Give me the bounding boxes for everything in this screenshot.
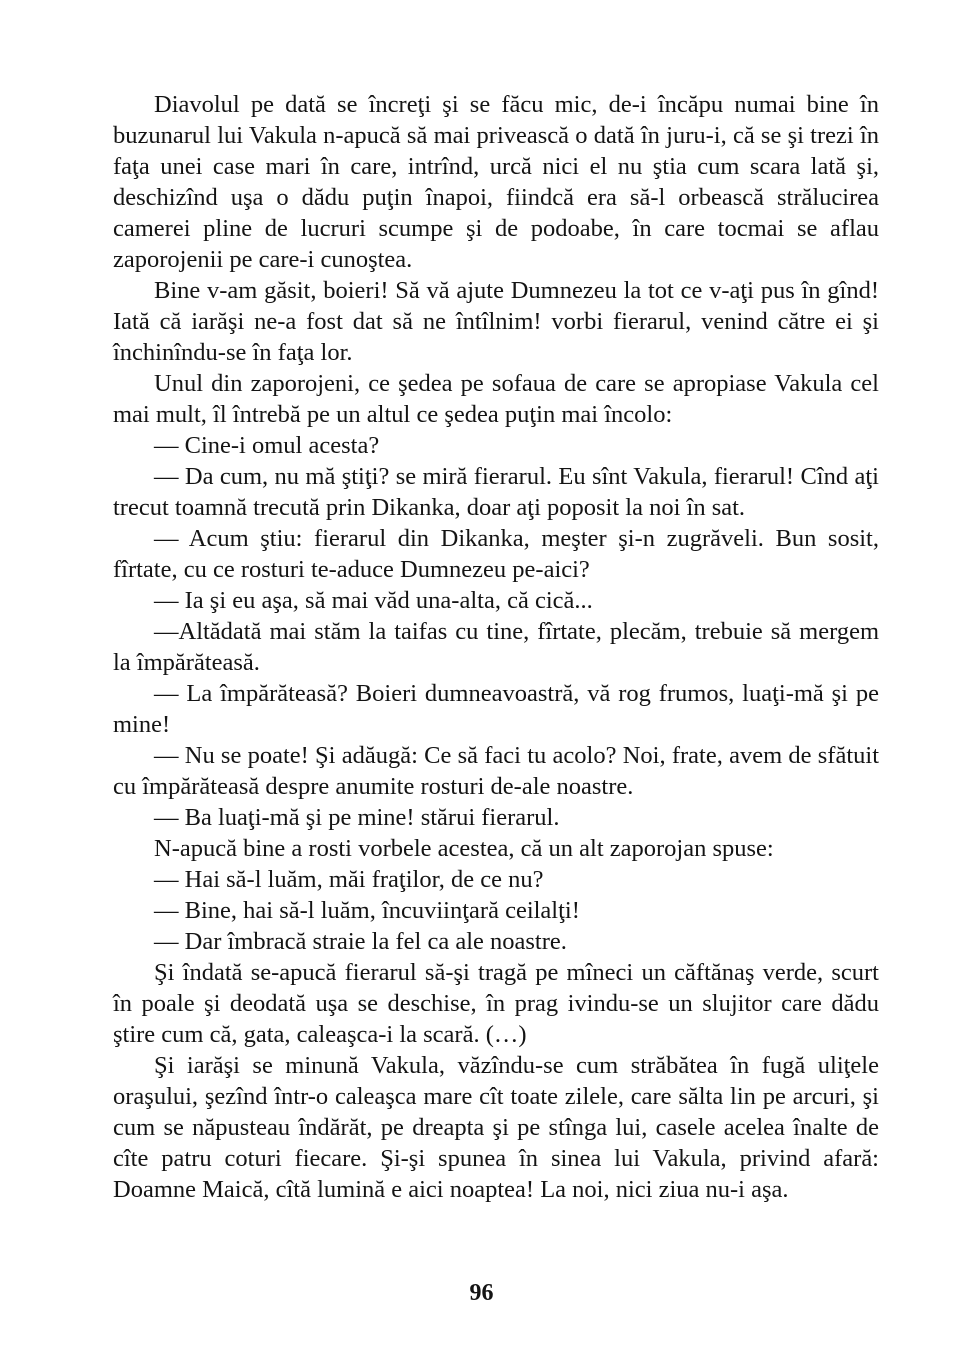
dialogue-line: — Ia şi eu aşa, să mai văd una-alta, că cică...	[154, 587, 593, 614]
dialogue-line: — Da cum, nu mă ştiţi? se miră fierarul. Eu sînt Vakula, fierarul! Cînd aţi trecut toamnă trecută prin Dikanka, doar aţi poposit la noi în sat.	[113, 463, 879, 521]
paragraph: Diavolul pe dată se încreţi şi se făcu mic, de-i încăpu numai bine în buzunarul lui Vakula n-apucă să mai privească o dată în juru-i, că se şi trezi în faţa unei case mari în care, intrînd, urcă nici el nu ştia cum scara lată şi, deschizînd uşa o dădu puţin înapoi, fiindcă era să-l orbească strălucirea camerei pline de lucruri scumpe şi de podoabe, în care tocmai se aflau zaporojenii pe care-i cunoştea.	[113, 91, 879, 273]
paragraph: Şi îndată se-apucă fierarul să-şi tragă pe mîneci un căftănaş verde, scurt în poale şi deodată uşa se deschise, în prag ivindu-se un slujitor care dădu ştire cum că, gata, caleaşca-i la scară. (…)	[113, 959, 879, 1048]
paragraph: Bine v-am găsit, boieri! Să vă ajute Dumnezeu la tot ce v-aţi pus în gînd! Iată că iarăşi ne-a fost dat să ne întîlnim! vorbi fierarul, venind către ei şi închinîndu-se în faţa lor.	[113, 277, 879, 366]
paragraph: N-apucă bine a rosti vorbele acestea, că un alt zaporojan spuse:	[154, 835, 774, 862]
dialogue-line: — Ba luaţi-mă şi pe mine! stărui fierarul.	[154, 804, 560, 831]
page-body	[113, 89, 879, 1205]
paragraph: Unul din zaporojeni, ce şedea pe sofaua de care se apropiase Vakula cel mai mult, îl întrebă pe un altul ce şedea puţin mai încolo:	[113, 370, 879, 428]
dialogue-line: — Bine, hai să-l luăm, încuviinţară ceilalţi!	[154, 897, 580, 924]
page-number: 96	[469, 1280, 494, 1306]
dialogue-line: —Altădată mai stăm la taifas cu tine, fîrtate, plecăm, trebuie să mergem la împărăteasă.	[113, 618, 879, 676]
dialogue-line: — Dar îmbracă straie la fel ca ale noastre.	[154, 928, 567, 955]
dialogue-line: — Acum ştiu: fierarul din Dikanka, meşter şi-n zugrăveli. Bun sosit, fîrtate, cu ce rosturi te-aduce Dumnezeu pe-aici?	[113, 525, 879, 583]
dialogue-line: — Cine-i omul acesta?	[154, 432, 380, 459]
dialogue-line: — Nu se poate! Şi adăugă: Ce să faci tu acolo? Noi, frate, avem de sfătuit cu împărăteasă despre anumite rosturi de-ale noastre.	[113, 742, 879, 800]
dialogue-line: — La împărăteasă? Boieri dumneavoastră, vă rog frumos, luaţi-mă şi pe mine!	[113, 680, 879, 738]
paragraph: Şi iarăşi se minună Vakula, văzîndu-se cum străbătea în fugă uliţele oraşului, şezînd într-o caleaşca mare cît toate zilele, care sălta lin pe arcuri, şi cum se năpusteau îndărăt, pe dreapta şi pe stînga lui, casele acelea înalte de cîte patru coturi fiecare. Şi-şi spunea în sinea lui Vakula, privind afară: Doamne Maică, cîtă lumină e aici noaptea! La noi, nici ziua nu-i aşa.	[113, 1052, 879, 1203]
dialogue-line: — Hai să-l luăm, măi fraţilor, de ce nu?	[154, 866, 544, 893]
